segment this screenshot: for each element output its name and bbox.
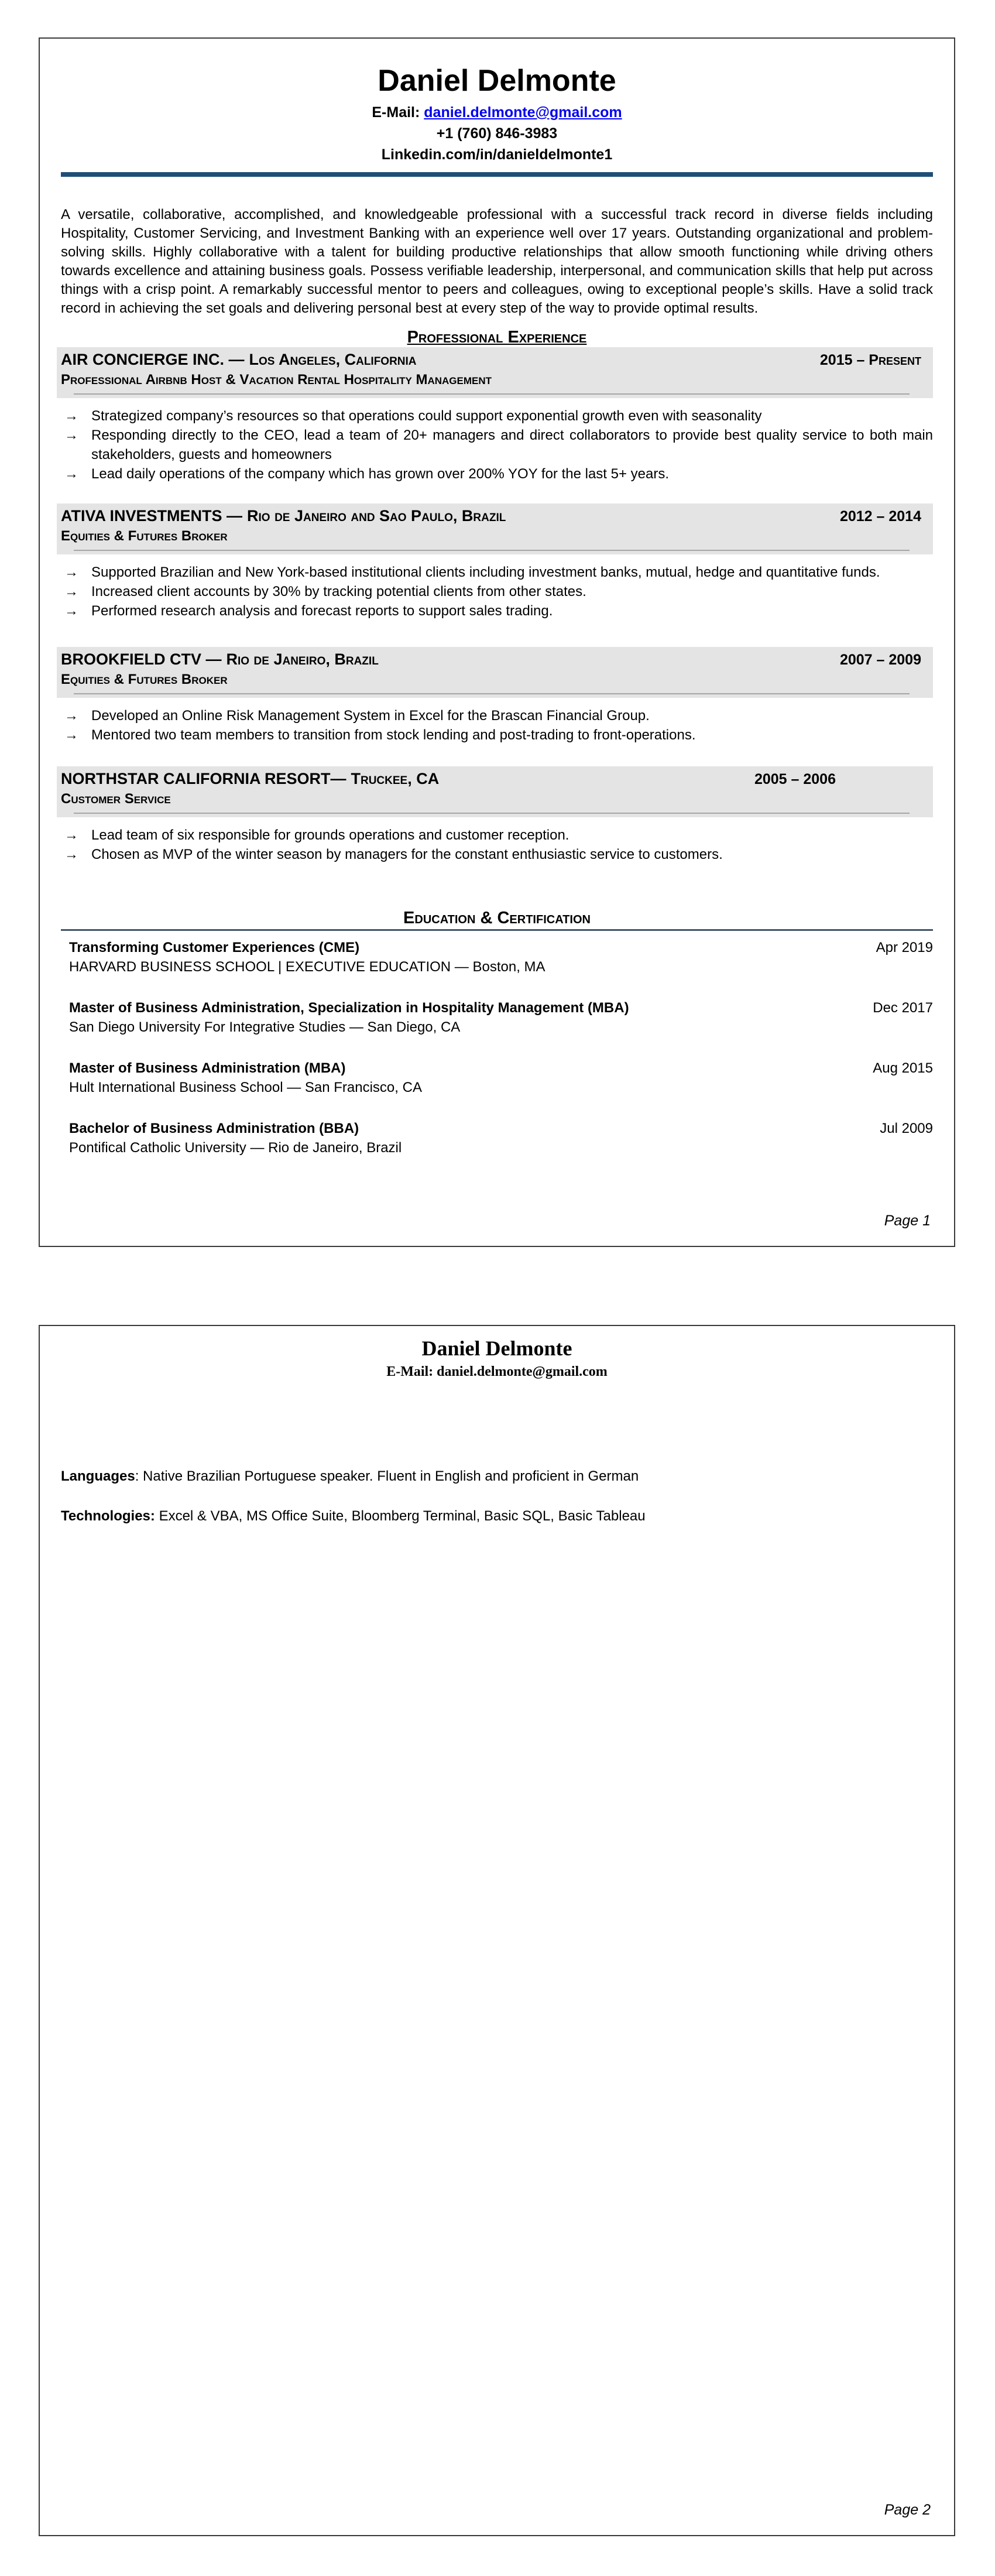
languages-text: : Native Brazilian Portuguese speaker. Fluent in English and proficient in German: [135, 1468, 639, 1484]
education-date: Jul 2009: [880, 1121, 933, 1136]
bullet-text: Chosen as MVP of the winter season by managers for the constant enthusiastic service to customers.: [91, 847, 723, 862]
company-text: ATIVA INVESTMENTS —: [61, 507, 243, 525]
education-details: [61, 1119, 880, 1157]
professional-summary: A versatile, collaborative, accomplished, and knowledgeable professional with a successful track record in diverse fields including Hospitality, Customer Servicing, and Investment Banking with an experience well over 17 years. Outstanding organizational and problem-solving skills. Highly collaborative with a talent for building productive relationships that allow smooth functioning while driving others towards excellence and attaining business goals. Possess verifiable leadership, interpersonal, and communication skills that help put across things with a crisp point. A remarkably successful mentor to peers and colleagues, owing to exceptional people’s skills. Have a solid track record in achieving the set goals and delivering personal best at every step of the way to provide optimal results.: [61, 207, 933, 316]
arrow-bullet-icon: →: [64, 408, 78, 424]
technologies-text: Excel & VBA, MS Office Suite, Bloomberg Terminal, Basic SQL, Basic Tableau: [155, 1508, 646, 1524]
job-role: Customer Service: [61, 791, 171, 807]
linkedin-line: Linkedin.com/in/danieldelmonte1: [381, 146, 613, 163]
page1-header: [61, 39, 933, 165]
arrow-bullet-icon: →: [64, 708, 78, 724]
company-location: Los Angeles, California: [249, 351, 417, 368]
arrow-bullet-icon: →: [64, 727, 78, 743]
arrow-bullet-icon: →: [64, 427, 78, 443]
email-label: E-Mail:: [372, 104, 424, 121]
bullet-text: Lead daily operations of the company which has grown over 200% YOY for the last 5+ years.: [91, 466, 670, 482]
company-name: [61, 769, 439, 789]
job-bullets-ativa: [61, 563, 933, 621]
education-title: Transforming Customer Experiences (CME): [69, 940, 360, 955]
bullet-text: Supported Brazilian and New York-based institutional clients including investment banks, mutual, hedge and quantitative funds.: [91, 564, 880, 580]
job-dates: 2012 – 2014: [839, 508, 921, 525]
company-text: BROOKFIELD CTV —: [61, 650, 222, 668]
languages-label: Languages: [61, 1468, 135, 1484]
education-item: [61, 938, 933, 977]
experience-heading-text: Professional Experience: [407, 328, 587, 347]
job-title-row: [61, 506, 933, 526]
page1-content: [40, 39, 954, 1157]
candidate-name-page2: Daniel Delmonte: [421, 1337, 572, 1360]
arrow-bullet-icon: →: [64, 466, 78, 482]
education-details: [61, 998, 873, 1037]
job-role: Professional Airbnb Host & Vacation Rental Hospitality Management: [61, 372, 492, 388]
email-line-page2: E-Mail: daniel.delmonte@gmail.com: [386, 1364, 608, 1379]
job-header-separator: [74, 393, 910, 395]
section-heading-experience: [61, 327, 933, 347]
bullet-text: Performed research analysis and forecast reports to support sales trading.: [91, 603, 553, 619]
candidate-name: Daniel Delmonte: [378, 64, 616, 98]
bullet-text: Developed an Online Risk Management System in Excel for the Brascan Financial Group.: [91, 708, 650, 724]
job-title-row: [61, 649, 933, 670]
job-role: Equities & Futures Broker: [61, 672, 228, 687]
bullet-text: Increased client accounts by 30% by tracking potential clients from other states.: [91, 584, 586, 600]
company-location: Rio de Janeiro, Brazil: [226, 650, 379, 668]
company-name: [61, 649, 379, 669]
skills-section: [61, 1467, 933, 1526]
job-header-separator: [74, 813, 910, 814]
resume-page-1: [39, 37, 955, 1247]
education-item: [61, 1059, 933, 1097]
header-divider-rule: [61, 172, 933, 177]
job-role: Equities & Futures Broker: [61, 528, 228, 544]
bullet-text: Strategized company’s resources so that operations could support exponential growth even with seasonality: [91, 408, 762, 424]
job-bullets-air-concierge: [61, 406, 933, 484]
languages-line: [61, 1467, 933, 1486]
bullet-text: Lead team of six responsible for grounds operations and customer reception.: [91, 827, 569, 843]
bullet-item: [61, 426, 933, 464]
resume-page-2: [39, 1325, 955, 2536]
technologies-line: [61, 1506, 933, 1526]
company-text: AIR CONCIERGE INC. —: [61, 351, 245, 368]
education-date: Aug 2015: [873, 1060, 933, 1076]
education-item: [61, 998, 933, 1037]
job-bullets-brookfield: [61, 706, 933, 745]
education-school: HARVARD BUSINESS SCHOOL | EXECUTIVE EDUCATION — Boston, MA: [69, 959, 545, 975]
job-header-brookfield: [57, 647, 933, 698]
job-dates: 2007 – 2009: [839, 652, 921, 668]
education-details: [61, 1059, 873, 1097]
education-heading-text: Education & Certification: [403, 909, 591, 927]
education-school: Hult International Business School — San Francisco, CA: [69, 1080, 422, 1095]
education-school: Pontifical Catholic University — Rio de Janeiro, Brazil: [69, 1140, 402, 1156]
job-header-air-concierge: [57, 347, 933, 398]
bullet-item: [61, 825, 933, 845]
job-header-ativa: [57, 503, 933, 554]
page2-content: [40, 1326, 954, 1526]
education-school: San Diego University For Integrative Studies — San Diego, CA: [69, 1019, 461, 1035]
company-location: Rio de Janeiro and Sao Paulo, Brazil: [247, 507, 506, 525]
bullet-item: [61, 582, 933, 601]
technologies-label: Technologies:: [61, 1508, 155, 1524]
page2-header: [61, 1326, 933, 1381]
bullet-item: [61, 406, 933, 426]
company-name: [61, 350, 417, 369]
bullet-item: [61, 725, 933, 745]
education-date: Apr 2019: [876, 940, 933, 955]
bullet-text: Mentored two team members to transition from stock lending and post-trading to front-operations.: [91, 727, 696, 743]
email-link[interactable]: daniel.delmonte@gmail.com: [424, 104, 622, 121]
bullet-item: [61, 464, 933, 484]
email-line: [61, 102, 933, 123]
job-bullets-northstar: [61, 825, 933, 864]
job-dates: 2015 – Present: [819, 352, 921, 368]
bullet-text: Responding directly to the CEO, lead a team of 20+ managers and direct collaborators to provide best quality service to both main stakeholders, guests and homeowners: [91, 427, 933, 463]
job-title-row: [61, 350, 933, 370]
bullet-item: [61, 706, 933, 725]
company-name: [61, 506, 506, 526]
page-number-1: Page 1: [884, 1212, 931, 1229]
company-location: Truckee, CA: [351, 770, 440, 787]
education-title: Master of Business Administration, Specialization in Hospitality Management (MBA): [69, 1000, 629, 1016]
bullet-item: [61, 601, 933, 621]
job-header-northstar: [57, 766, 933, 817]
phone-line: +1 (760) 846-3983: [436, 125, 558, 142]
education-list: [61, 938, 933, 1157]
arrow-bullet-icon: →: [64, 564, 78, 580]
job-title-row: [61, 769, 933, 789]
education-details: [61, 938, 876, 977]
bullet-item: [61, 845, 933, 864]
job-dates: 2005 – 2006: [754, 771, 836, 787]
arrow-bullet-icon: →: [64, 603, 78, 619]
arrow-bullet-icon: →: [64, 847, 78, 862]
education-item: [61, 1119, 933, 1157]
bullet-item: [61, 563, 933, 582]
company-text: NORTHSTAR CALIFORNIA RESORT—: [61, 770, 346, 787]
page-number-2: Page 2: [884, 2502, 931, 2518]
education-title: Bachelor of Business Administration (BBA): [69, 1121, 359, 1136]
section-heading-education: [61, 908, 933, 931]
education-title: Master of Business Administration (MBA): [69, 1060, 346, 1076]
job-header-separator: [74, 693, 910, 694]
arrow-bullet-icon: →: [64, 584, 78, 600]
arrow-bullet-icon: →: [64, 827, 78, 843]
job-header-separator: [74, 550, 910, 551]
education-date: Dec 2017: [873, 1000, 933, 1016]
